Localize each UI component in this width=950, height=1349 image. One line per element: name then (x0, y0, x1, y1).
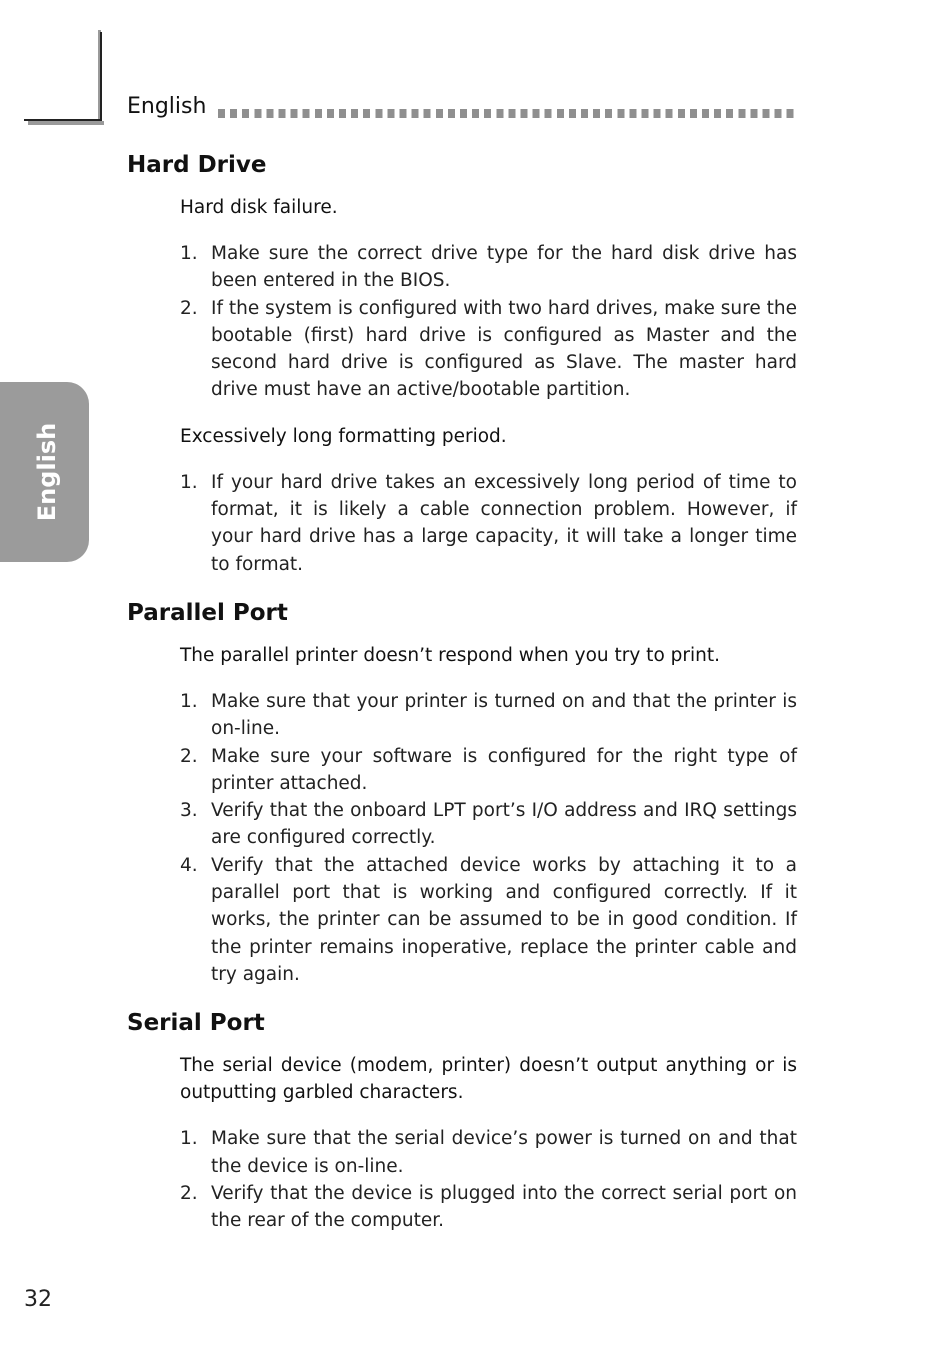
language-side-tab-label: English (33, 422, 61, 522)
header-dotted-rule (218, 109, 798, 118)
problem-heading: Excessively long formatting period. (180, 425, 507, 447)
item-number: 2. (180, 745, 198, 767)
list-item (180, 688, 797, 743)
section-serial-port (127, 1008, 797, 1234)
steps-list (180, 240, 797, 404)
item-text: Verify that the attached device works by attaching it to a parallel port that is working and configured correctly. If it works, the printer can be assumed to be in good condition. If the printer remains inoperative, replace the printer cable and try again. (211, 854, 797, 985)
steps-list (180, 1125, 797, 1234)
item-text: Make sure the correct drive type for the hard disk drive has been entered in the BIOS. (211, 243, 797, 292)
item-text: If your hard drive takes an excessively long period of time to format, it is likely a cable connection problem. However, if your hard drive has a large capacity, it will take a longer time to format. (211, 471, 797, 575)
item-text: Verify that the onboard LPT port’s I/O address and IRQ settings are configured correctly. (211, 800, 797, 849)
item-number: 1. (180, 690, 198, 712)
problem-heading: The parallel printer doesn’t respond when you try to print. (180, 644, 720, 666)
item-text: If the system is configured with two hard drives, make sure the bootable (first) hard drive is configured as Master and the second hard drive is configured as Slave. The master hard drive must have an active/bootable partition. (211, 297, 797, 401)
item-text: Make sure that the serial device’s power is turned on and that the device is on-line. (211, 1128, 797, 1177)
list-item (180, 240, 797, 295)
item-number: 2. (180, 1182, 198, 1204)
item-number: 3. (180, 800, 198, 822)
corner-mark-vertical (100, 32, 102, 120)
list-item (180, 1125, 797, 1180)
item-number: 1. (180, 1128, 198, 1150)
item-number: 2. (180, 297, 198, 319)
list-item (180, 1180, 797, 1235)
problem-heading: The serial device (modem, printer) doesn’t output anything or is outputting garbled characters. (180, 1055, 797, 1104)
item-text: Make sure your software is configured for the right type of printer attached. (211, 745, 797, 794)
section-title: Parallel Port (127, 599, 288, 626)
list-item (180, 743, 797, 798)
steps-list (180, 688, 797, 988)
problem-heading: Hard disk failure. (180, 197, 338, 218)
item-text: Verify that the device is plugged into the correct serial port on the rear of the computer. (211, 1182, 797, 1232)
item-text: Make sure that your printer is turned on and that the printer is on-line. (211, 690, 797, 740)
section-title: Serial Port (127, 1010, 265, 1037)
page-number: 32 (24, 1287, 52, 1312)
steps-list (180, 469, 797, 578)
list-item (180, 469, 797, 578)
section-hard-drive (127, 150, 797, 578)
page-content (127, 150, 797, 1254)
item-number: 4. (180, 854, 198, 876)
item-number: 1. (180, 471, 198, 493)
corner-mark-horizontal (24, 119, 102, 121)
list-item (180, 295, 797, 404)
section-title: Hard Drive (127, 152, 267, 178)
list-item (180, 852, 797, 988)
section-parallel-port (127, 598, 797, 988)
list-item (180, 797, 797, 852)
item-number: 1. (180, 243, 198, 264)
header-title: English (127, 94, 207, 119)
corner-mark-horizontal-shadow (28, 121, 104, 125)
